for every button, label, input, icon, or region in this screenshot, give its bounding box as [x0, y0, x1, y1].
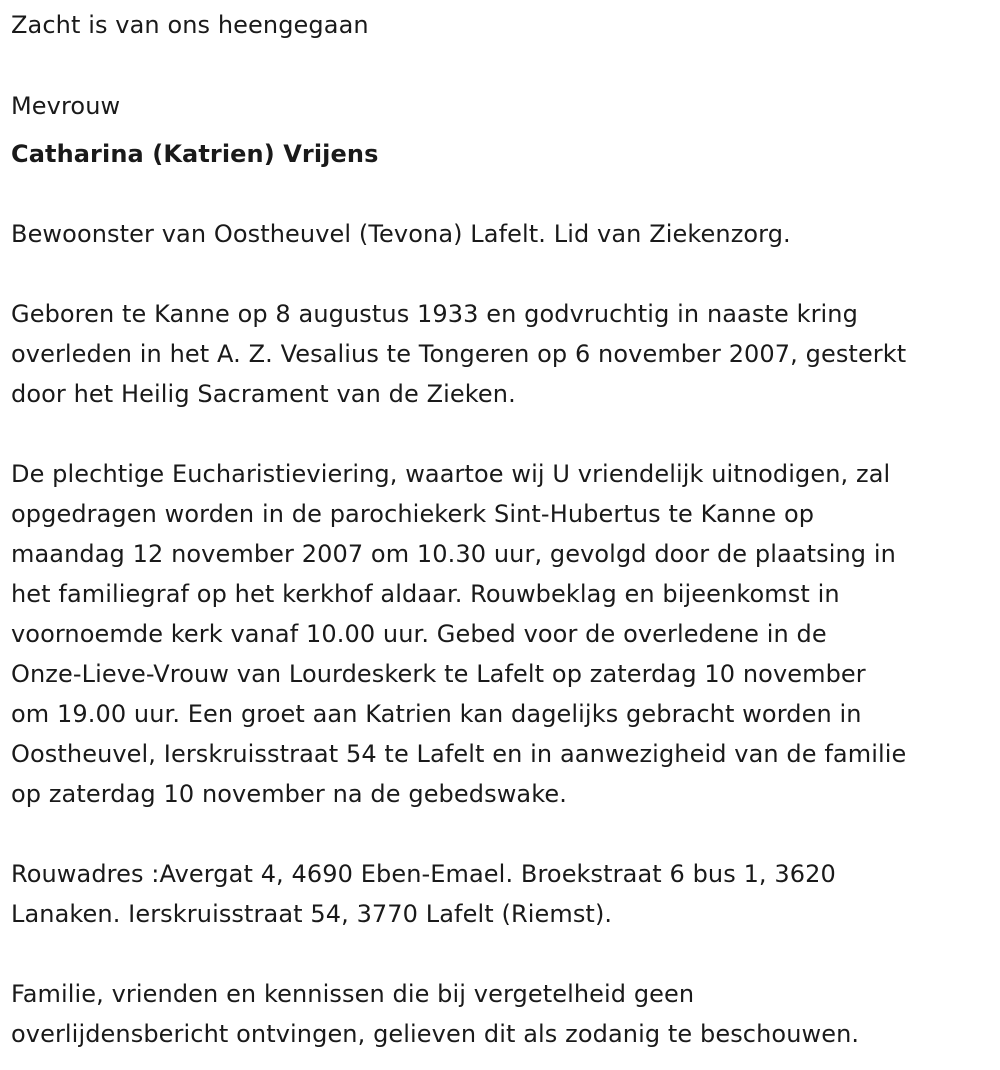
birth-line: overleden in het A. Z. Vesalius te Tongeren op 6 november 2007, gesterkt [11, 340, 907, 368]
closing-line: overlijdensbericht ontvingen, gelieven dit als zodanig te beschouwen. [11, 1020, 860, 1048]
birth-line: door het Heilig Sacrament van de Zieken. [11, 380, 516, 408]
salutation: Mevrouw [11, 92, 121, 120]
deceased-name: Catharina (Katrien) Vrijens [11, 140, 379, 168]
ceremony-line: De plechtige Eucharistieviering, waartoe wij U vriendelijk uitnodigen, zal [11, 460, 891, 488]
address-line: Rouwadres :Avergat 4, 4690 Eben-Emael. Broekstraat 6 bus 1, 3620 [11, 860, 836, 888]
birth-line: Geboren te Kanne op 8 augustus 1933 en godvruchtig in naaste kring [11, 300, 858, 328]
ceremony-line: het familiegraf op het kerkhof aldaar. Rouwbeklag en bijeenkomst in [11, 580, 840, 608]
ceremony-line: op zaterdag 10 november na de gebedswake. [11, 780, 567, 808]
address-line: Lanaken. Ierskruisstraat 54, 3770 Lafelt (Riemst). [11, 900, 613, 928]
intro-line: Zacht is van ons heengegaan [11, 11, 369, 39]
ceremony-line: opgedragen worden in de parochiekerk Sint-Hubertus te Kanne op [11, 500, 815, 528]
ceremony-line: om 19.00 uur. Een groet aan Katrien kan dagelijks gebracht worden in [11, 700, 862, 728]
closing-line: Familie, vrienden en kennissen die bij vergetelheid geen [11, 980, 695, 1008]
ceremony-line: voornoemde kerk vanaf 10.00 uur. Gebed voor de overledene in de [11, 620, 827, 648]
ceremony-line: maandag 12 november 2007 om 10.30 uur, gevolgd door de plaatsing in [11, 540, 896, 568]
ceremony-line: Onze-Lieve-Vrouw van Lourdeskerk te Lafelt op zaterdag 10 november [11, 660, 866, 688]
ceremony-line: Oostheuvel, Ierskruisstraat 54 te Lafelt en in aanwezigheid van de familie [11, 740, 907, 768]
residence-line: Bewoonster van Oostheuvel (Tevona) Lafelt. Lid van Ziekenzorg. [11, 220, 791, 248]
